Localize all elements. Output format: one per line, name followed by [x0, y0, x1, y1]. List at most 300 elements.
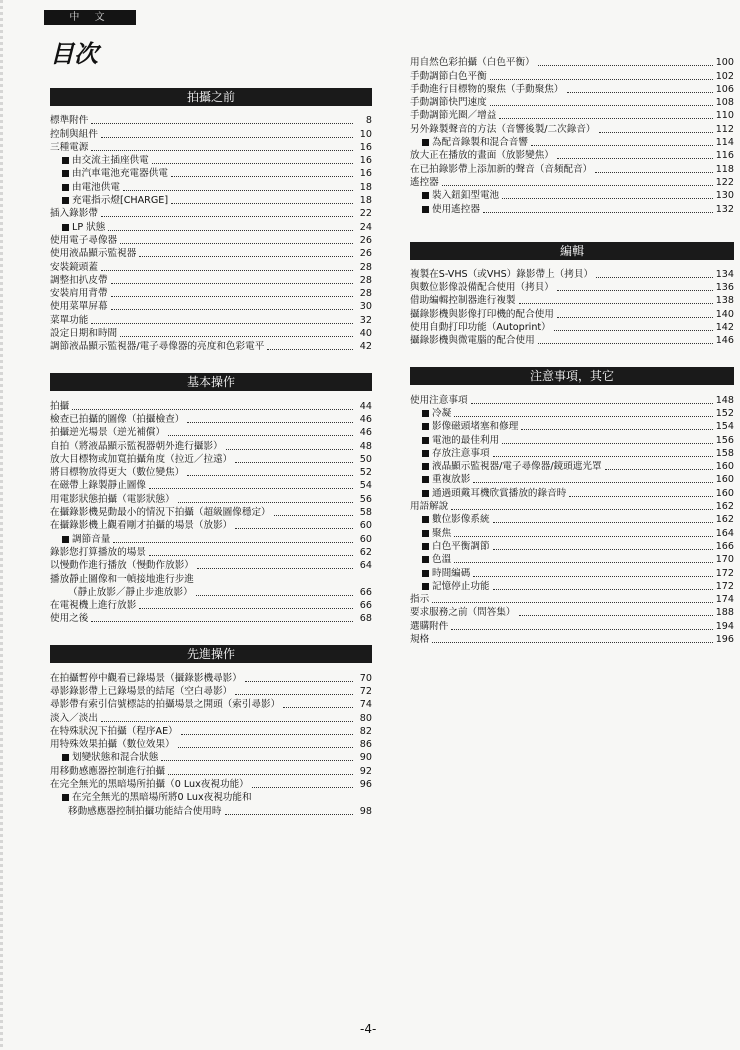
- toc-entry-label: 由汽車電池充電器供電: [72, 168, 168, 180]
- toc-entry[interactable]: [50, 764, 372, 777]
- leader-dots: [557, 290, 713, 291]
- toc-entry-page: 68: [359, 613, 372, 625]
- toc-entry[interactable]: [50, 194, 372, 207]
- leader-dots: [569, 496, 712, 497]
- toc-entry[interactable]: [50, 180, 372, 193]
- toc-entry[interactable]: [410, 189, 734, 202]
- leader-dots: [451, 629, 712, 630]
- leader-dots: [473, 482, 712, 483]
- toc-entry-label: 手動調節白色平衡: [410, 70, 487, 82]
- toc-entry-page: 24: [359, 221, 372, 233]
- leader-dots: [432, 642, 713, 643]
- toc-entry-page: 96: [359, 779, 372, 791]
- toc-entry-label: 尋影錄影帶上已錄場景的結尾（空白尋影）: [50, 685, 233, 697]
- toc-entry-label: LP 狀態: [72, 221, 106, 233]
- toc-entry[interactable]: [410, 460, 734, 473]
- leader-dots: [101, 216, 353, 217]
- toc-entry[interactable]: [410, 281, 734, 294]
- section-advanced-operations: [50, 645, 372, 817]
- toc-entry-page: 18: [359, 181, 372, 193]
- toc-entry-label: 在電視機上進行放影: [50, 600, 137, 612]
- leader-dots: [605, 469, 713, 470]
- leader-dots: [226, 449, 353, 450]
- toc-entry-page: 40: [359, 328, 372, 340]
- leader-dots: [454, 562, 713, 563]
- leader-dots: [120, 243, 353, 244]
- leader-dots: [225, 814, 354, 815]
- bullet-icon: [422, 570, 429, 577]
- leader-dots: [502, 443, 713, 444]
- toc-entry[interactable]: [410, 420, 734, 433]
- bullet-icon: [422, 490, 429, 497]
- toc-entry-page: 142: [715, 322, 734, 334]
- toc-entry[interactable]: [410, 433, 734, 446]
- section-header: 先進操作: [50, 645, 372, 663]
- toc-entry-label: 檢查已拍攝的圖像（拍攝檢查）: [50, 413, 185, 425]
- toc-entry-page: 82: [359, 725, 372, 737]
- toc-entry-label: 用自然色彩拍攝（白色平衡）: [410, 57, 535, 69]
- toc-entry-page: 8: [365, 115, 372, 127]
- leader-dots: [596, 277, 713, 278]
- leader-dots: [91, 621, 353, 622]
- toc-entry-label: 在攝錄影機上觀看剛才拍攝的場景（放影）: [50, 520, 233, 532]
- toc-entry[interactable]: [410, 307, 734, 320]
- toc-entry-label: 用電影狀態拍攝（電影狀態）: [50, 493, 175, 505]
- leader-dots: [181, 734, 353, 735]
- leader-dots: [111, 283, 353, 284]
- leader-dots: [171, 203, 353, 204]
- toc-entry-label: 標準附件: [50, 115, 89, 127]
- toc-entry[interactable]: [50, 698, 372, 711]
- toc-entry-page: 134: [715, 268, 734, 280]
- toc-entry-label: 記憶停止功能: [432, 580, 490, 592]
- toc-entry[interactable]: [410, 56, 734, 69]
- toc-entry[interactable]: [50, 532, 372, 545]
- toc-entry-label: 攝錄影機與影像打印機的配合使用: [410, 308, 554, 320]
- bullet-icon: [422, 139, 429, 146]
- toc-entry-label: 手動調節光圈／增益: [410, 110, 497, 122]
- toc-entry-page: 136: [715, 282, 734, 294]
- leader-dots: [149, 555, 353, 556]
- toc-entry-label: 拍攝: [50, 400, 70, 412]
- toc-entry-label: 複製在S-VHS（或VHS）錄影帶上（拷貝）: [410, 268, 594, 280]
- toc-entry[interactable]: [410, 606, 734, 619]
- leader-dots: [538, 65, 713, 66]
- toc-entry-label: 划變狀態和混合狀態: [72, 752, 159, 764]
- toc-entry-page: 194: [715, 620, 734, 632]
- toc-entry-label: 使用自動打印功能（Autoprint）: [410, 322, 551, 334]
- toc-entry-label: 自拍（將液晶顯示監視器朝外進行攝影）: [50, 440, 223, 452]
- toc-entry[interactable]: [50, 506, 372, 519]
- toc-entry-page: 72: [359, 685, 372, 697]
- toc-entry[interactable]: [410, 176, 734, 189]
- toc-entry-page: 170: [715, 554, 734, 566]
- toc-entry[interactable]: [50, 313, 372, 326]
- leader-dots: [490, 105, 713, 106]
- toc-entry-label: 要求服務之前（問答集）: [410, 607, 516, 619]
- toc-entry[interactable]: [410, 447, 734, 460]
- toc-entry[interactable]: [410, 513, 734, 526]
- toc-entry-label: 影像磁頭堵塞和修理: [432, 421, 519, 433]
- toc-entry[interactable]: [50, 453, 372, 466]
- toc-entry-label: 用特殊效果拍攝（數位效果）: [50, 739, 175, 751]
- toc-entry-page: 32: [359, 314, 372, 326]
- toc-entry[interactable]: [50, 327, 372, 340]
- toc-entry-page: 156: [715, 434, 734, 446]
- toc-entry[interactable]: [50, 413, 372, 426]
- toc-entry[interactable]: [50, 804, 372, 817]
- bullet-icon: [422, 543, 429, 550]
- toc-entry[interactable]: [50, 586, 372, 599]
- toc-entry[interactable]: [410, 580, 734, 593]
- toc-entry[interactable]: [410, 593, 734, 606]
- toc-entry[interactable]: [50, 287, 372, 300]
- toc-entry-label: 借助編輯控制器進行複製: [410, 295, 516, 307]
- toc-entry[interactable]: [50, 479, 372, 492]
- leader-dots: [161, 760, 353, 761]
- toc-entry[interactable]: [50, 519, 372, 532]
- toc-entry[interactable]: [410, 122, 734, 135]
- toc-entry[interactable]: [50, 738, 372, 751]
- toc-entry-page: 44: [359, 400, 372, 412]
- right-column: [410, 56, 734, 666]
- leader-dots: [483, 212, 713, 213]
- bullet-icon: [422, 206, 429, 213]
- toc-entry-page: 26: [359, 234, 372, 246]
- leader-dots: [196, 595, 353, 596]
- toc-entry[interactable]: [50, 207, 372, 220]
- toc-entry-page: 110: [715, 110, 734, 122]
- bullet-icon: [62, 794, 69, 801]
- toc-entry[interactable]: [50, 154, 372, 167]
- toc-entry[interactable]: [50, 439, 372, 452]
- section-advanced-operations-cont: [410, 56, 734, 216]
- toc-entry-label: 使用注意事項: [410, 394, 468, 406]
- toc-entry-label: 用語解說: [410, 501, 449, 513]
- toc-entry-page: 52: [359, 467, 372, 479]
- toc-entry-page: 132: [715, 203, 734, 215]
- toc-entry-page: 140: [715, 308, 734, 320]
- leader-dots: [557, 317, 713, 318]
- toc-entry[interactable]: [410, 69, 734, 82]
- toc-entry[interactable]: [50, 492, 372, 505]
- leader-dots: [149, 488, 353, 489]
- toc-entry[interactable]: [50, 711, 372, 724]
- leader-dots: [139, 608, 353, 609]
- section-header: 基本操作: [50, 373, 372, 391]
- leader-dots: [108, 230, 353, 231]
- toc-entry[interactable]: [410, 202, 734, 215]
- toc-entry[interactable]: [50, 685, 372, 698]
- leader-dots: [473, 576, 712, 577]
- toc-entry-label: 通過頭戴耳機欣賞播放的錄音時: [432, 487, 567, 499]
- leader-dots: [493, 522, 713, 523]
- toc-entry[interactable]: [50, 274, 372, 287]
- toc-entry-label: 液晶顯示監視器/電子尋像器/鏡頭遮光罩: [432, 461, 602, 473]
- toc-entry[interactable]: [50, 399, 372, 412]
- toc-entry-label: 菜單功能: [50, 314, 89, 326]
- toc-entry[interactable]: [410, 619, 734, 632]
- toc-entry-page: 102: [715, 70, 734, 82]
- leader-dots: [91, 150, 353, 151]
- toc-entry-label: 在完全無光的黑暗場所將0 Lux夜視功能和: [72, 792, 252, 804]
- bullet-icon: [62, 157, 69, 164]
- bullet-icon: [422, 450, 429, 457]
- toc-entry-label: 使用液晶顯示監視器: [50, 248, 137, 260]
- section-editing: [410, 242, 734, 348]
- bullet-icon: [422, 437, 429, 444]
- toc-entry-label: 調節音量: [72, 533, 111, 545]
- leader-dots: [554, 330, 713, 331]
- toc-entry-label: 為配音錄製和混合音響: [432, 137, 528, 149]
- toc-entry-page: 62: [359, 546, 372, 558]
- leader-dots: [235, 462, 353, 463]
- leader-dots: [493, 589, 713, 590]
- leader-dots: [538, 343, 713, 344]
- leader-dots: [171, 176, 353, 177]
- toc-entry-label: 以慢動作進行播放（慢動作放影）: [50, 560, 194, 572]
- leader-dots: [111, 309, 353, 310]
- leader-dots: [91, 323, 353, 324]
- toc-entry[interactable]: [50, 791, 372, 804]
- toc-entry[interactable]: [50, 778, 372, 791]
- toc-entry[interactable]: [410, 136, 734, 149]
- toc-entry[interactable]: [410, 96, 734, 109]
- leader-dots: [187, 422, 353, 423]
- toc-entry-page: 160: [715, 461, 734, 473]
- toc-entry-label: 白色平衡調節: [432, 540, 490, 552]
- toc-entry[interactable]: [50, 141, 372, 154]
- toc-entry-page: 172: [715, 567, 734, 579]
- toc-entry-page: 16: [359, 168, 372, 180]
- toc-entry-page: 160: [715, 474, 734, 486]
- toc-entry[interactable]: [50, 340, 372, 353]
- toc-entry[interactable]: [50, 220, 372, 233]
- section-before-shooting: [50, 88, 372, 353]
- leader-dots: [521, 429, 712, 430]
- toc-entry-label: 使用菜單屏幕: [50, 301, 108, 313]
- page-edge-shadow: [0, 0, 3, 1050]
- toc-entry[interactable]: [50, 300, 372, 313]
- toc-entry-label: 控制與組件: [50, 128, 98, 140]
- toc-entry-page: 86: [359, 739, 372, 751]
- leader-dots: [113, 542, 353, 543]
- toc-entry-label: 拍攝逆光場景（逆光補償）: [50, 427, 166, 439]
- leader-dots: [72, 409, 353, 410]
- toc-entry-page: 60: [359, 533, 372, 545]
- toc-entry-page: 172: [715, 580, 734, 592]
- toc-entry-label: 時間編碼: [432, 567, 471, 579]
- toc-entry[interactable]: [50, 234, 372, 247]
- toc-entry[interactable]: [410, 473, 734, 486]
- toc-entry-page: 154: [715, 421, 734, 433]
- toc-entry[interactable]: [50, 671, 372, 684]
- toc-entry-page: 54: [359, 480, 372, 492]
- toc-entry-page: 46: [359, 413, 372, 425]
- bullet-icon: [422, 476, 429, 483]
- leader-dots: [152, 163, 353, 164]
- toc-entry-page: 188: [715, 607, 734, 619]
- bullet-icon: [422, 530, 429, 537]
- toc-entry-page: 18: [359, 195, 372, 207]
- leader-dots: [101, 270, 353, 271]
- toc-entry[interactable]: [410, 109, 734, 122]
- toc-entry-page: 152: [715, 407, 734, 419]
- toc-entry-page: 100: [715, 57, 734, 69]
- bullet-icon: [62, 536, 69, 543]
- leader-dots: [471, 403, 713, 404]
- toc-entry[interactable]: [50, 572, 372, 585]
- toc-entry[interactable]: [410, 407, 734, 420]
- page-title: 目次: [50, 39, 98, 68]
- leader-dots: [235, 528, 353, 529]
- toc-entry[interactable]: [50, 725, 372, 738]
- toc-entry-label: 在特殊狀況下拍攝（程序AE）: [50, 725, 178, 737]
- bullet-icon: [62, 170, 69, 177]
- toc-entry[interactable]: [410, 334, 734, 347]
- leader-dots: [451, 509, 712, 510]
- toc-entry-label: 存放注意事項: [432, 447, 490, 459]
- toc-entry[interactable]: [410, 149, 734, 162]
- bullet-icon: [62, 184, 69, 191]
- toc-entry-label: （靜止放影／靜止步進放影）: [68, 586, 193, 598]
- toc-entry-label: 調整扣扒皮帶: [50, 274, 108, 286]
- leader-dots: [490, 79, 713, 80]
- leader-dots: [493, 456, 713, 457]
- toc-entry[interactable]: [410, 393, 734, 406]
- toc-entry-page: 116: [715, 150, 734, 162]
- toc-entry-label: 由電池供電: [72, 181, 120, 193]
- toc-entry-label: 播放靜止圖像和一幀接地進行步進: [50, 573, 194, 585]
- toc-entry-label: 另外錄製聲音的方法（音響後製/二次錄音）: [410, 123, 596, 135]
- toc-entry-label: 在攝錄影機晃動最小的情況下拍攝（超級圖像穩定）: [50, 507, 271, 519]
- bullet-icon: [422, 516, 429, 523]
- toc-entry-page: 174: [715, 594, 734, 606]
- toc-entry[interactable]: [410, 321, 734, 334]
- toc-entry-page: 114: [715, 137, 734, 149]
- toc-entry-label: 選購附件: [410, 620, 449, 632]
- leader-dots: [168, 774, 353, 775]
- leader-dots: [235, 694, 353, 695]
- bullet-icon: [422, 583, 429, 590]
- toc-entry-label: 充電指示燈[CHARGE]: [72, 195, 169, 207]
- toc-entry-label: 安裝肩用背帶: [50, 288, 108, 300]
- toc-entry[interactable]: [410, 294, 734, 307]
- toc-entry[interactable]: [50, 114, 372, 127]
- section-header: 編輯: [410, 242, 734, 260]
- leader-dots: [519, 303, 713, 304]
- toc-entry-page: 42: [359, 341, 372, 353]
- toc-entry-label: 在拍攝暫停中觀看已錄場景（攝錄影機尋影）: [50, 672, 242, 684]
- toc-entry[interactable]: [50, 559, 372, 572]
- toc-entry[interactable]: [410, 83, 734, 96]
- toc-entry[interactable]: [50, 599, 372, 612]
- bullet-icon: [422, 192, 429, 199]
- leader-dots: [493, 549, 713, 550]
- left-column: [50, 88, 372, 838]
- toc-entry-label: 插入錄影帶: [50, 208, 98, 220]
- toc-entry-page: 16: [359, 141, 372, 153]
- section-header: 拍攝之前: [50, 88, 372, 106]
- bullet-icon: [62, 754, 69, 761]
- leader-dots: [442, 185, 713, 186]
- toc-entry[interactable]: [410, 566, 734, 579]
- toc-entry[interactable]: [410, 500, 734, 513]
- toc-entry-page: 10: [359, 128, 372, 140]
- bullet-icon: [422, 423, 429, 430]
- toc-entry-label: 在完全無光的黑暗場所拍攝（0 Lux夜視功能）: [50, 779, 249, 791]
- toc-entry-label: 淡入／淡出: [50, 712, 98, 724]
- bullet-icon: [422, 463, 429, 470]
- toc-entry-label: 在磁帶上錄製靜止圖像: [50, 480, 146, 492]
- leader-dots: [531, 145, 713, 146]
- toc-entry[interactable]: [410, 633, 734, 646]
- leader-dots: [178, 747, 353, 748]
- leader-dots: [197, 568, 353, 569]
- bullet-icon: [422, 410, 429, 417]
- toc-entry[interactable]: [410, 526, 734, 539]
- toc-entry-page: 16: [359, 155, 372, 167]
- toc-entry[interactable]: [50, 751, 372, 764]
- toc-entry-page: 26: [359, 248, 372, 260]
- toc-entry[interactable]: [410, 553, 734, 566]
- toc-entry-label: 手動調節快門速度: [410, 97, 487, 109]
- leader-dots: [557, 158, 713, 159]
- toc-entry-page: 166: [715, 540, 734, 552]
- toc-entry-page: 48: [359, 440, 372, 452]
- bullet-icon: [62, 197, 69, 204]
- toc-entry-page: 146: [715, 335, 734, 347]
- toc-entry[interactable]: [50, 247, 372, 260]
- toc-entry-page: 50: [359, 453, 372, 465]
- toc-entry-label: 由交流主插座供電: [72, 155, 149, 167]
- leader-dots: [499, 118, 712, 119]
- toc-entry-label: 手動進行目標物的聚焦（手動聚焦）: [410, 83, 564, 95]
- leader-dots: [101, 721, 353, 722]
- toc-entry-label: 數位影像系統: [432, 514, 490, 526]
- toc-entry-page: 80: [359, 712, 372, 724]
- toc-entry[interactable]: [50, 466, 372, 479]
- leader-dots: [267, 349, 353, 350]
- leader-dots: [120, 336, 353, 337]
- section-notes-others: [410, 367, 734, 646]
- toc-entry[interactable]: [410, 486, 734, 499]
- toc-entry-page: 74: [359, 699, 372, 711]
- toc-entry[interactable]: [50, 127, 372, 140]
- toc-entry[interactable]: [410, 162, 734, 175]
- toc-entry-page: 164: [715, 527, 734, 539]
- leader-dots: [245, 681, 353, 682]
- leader-dots: [123, 190, 353, 191]
- toc-entry[interactable]: [410, 540, 734, 553]
- toc-entry-page: 108: [715, 97, 734, 109]
- toc-entry-page: 70: [359, 672, 372, 684]
- toc-entry[interactable]: [50, 167, 372, 180]
- toc-entry-page: 118: [715, 163, 734, 175]
- section-basic-operations: [50, 373, 372, 625]
- toc-entry-page: 30: [359, 301, 372, 313]
- toc-entry[interactable]: [410, 268, 734, 281]
- toc-entry[interactable]: [50, 612, 372, 625]
- toc-entry-label: 裝入鈕釦型電池: [432, 190, 500, 202]
- toc-entry[interactable]: [50, 426, 372, 439]
- toc-entry-label: 電池的最佳利用: [432, 434, 500, 446]
- toc-entry[interactable]: [50, 260, 372, 273]
- toc-entry[interactable]: [50, 546, 372, 559]
- toc-entry-label: 移動感應器控制拍攝功能結合使用時: [68, 805, 222, 817]
- toc-entry-label: 與數位影像設備配合使用（拷貝）: [410, 282, 554, 294]
- bullet-icon: [62, 224, 69, 231]
